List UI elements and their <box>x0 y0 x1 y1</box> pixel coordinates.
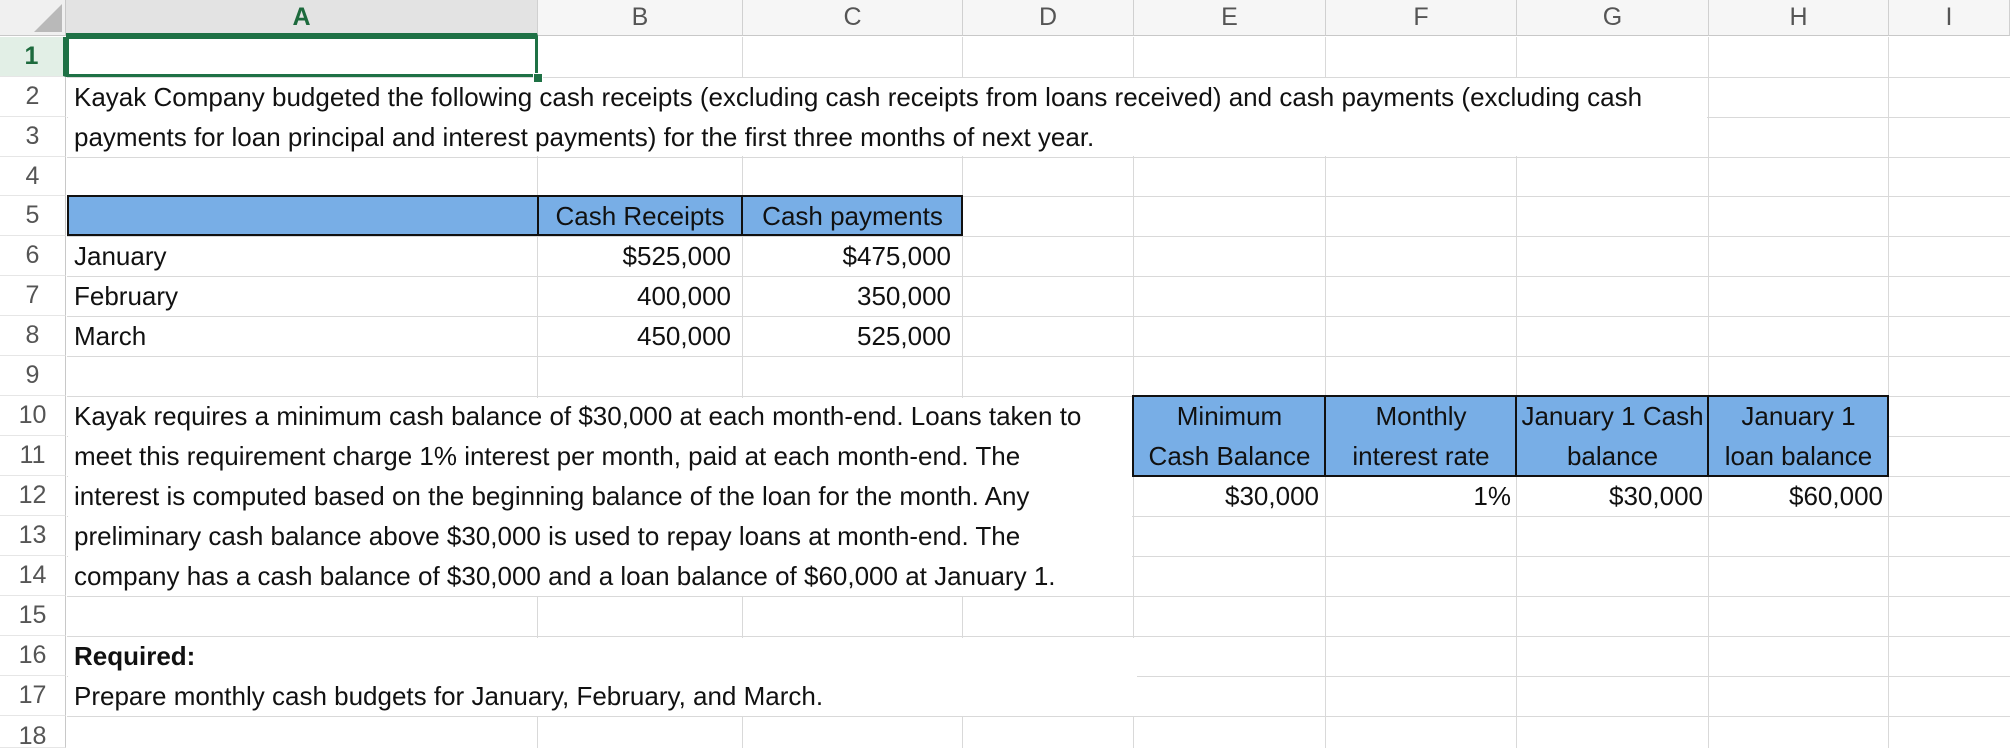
february-receipts[interactable]: 400,000 <box>637 281 731 311</box>
intro-line-1[interactable]: Kayak Company budgeted the following cash receipts (excluding cash receipts from loans received) and cash payments (excluding cash <box>74 82 1643 112</box>
minimum-cash-header-line2: Cash Balance <box>1148 441 1311 471</box>
row-header-5[interactable]: 5 <box>0 196 66 236</box>
row-header-18[interactable]: 18 <box>0 716 66 748</box>
interest-rate-header-line2: interest rate <box>1352 441 1490 471</box>
row-header-14[interactable]: 14 <box>0 556 66 596</box>
gridline <box>67 316 2010 317</box>
column-header-h[interactable]: H <box>1709 0 1889 36</box>
gridline <box>67 276 2010 277</box>
active-cell-a1[interactable] <box>66 36 538 77</box>
row-header-6[interactable]: 6 <box>0 236 66 276</box>
gridline <box>67 596 2010 597</box>
required-label[interactable]: Required: <box>74 641 196 671</box>
row-header-15[interactable]: 15 <box>0 596 66 636</box>
jan-cash-header-line2: balance <box>1566 441 1659 471</box>
row-header-2[interactable]: 2 <box>0 77 66 117</box>
january-payments[interactable]: $475,000 <box>842 241 951 271</box>
intro-line-2[interactable]: payments for loan principal and interest payments) for the first three months of next year. <box>74 122 1095 152</box>
month-march[interactable]: March <box>74 321 147 351</box>
select-all-corner[interactable] <box>0 0 66 36</box>
column-header-d[interactable]: D <box>963 0 1134 36</box>
interest-rate-header-line1[interactable]: Monthly <box>1375 401 1467 431</box>
minimum-cash-header-line1[interactable]: Minimum <box>1176 401 1283 431</box>
jan-loan-header-line2: loan balance <box>1724 441 1873 471</box>
column-header-b[interactable]: B <box>538 0 743 36</box>
column-header-e[interactable]: E <box>1134 0 1326 36</box>
row-header-9[interactable]: 9 <box>0 356 66 396</box>
jan-loan-header-line1[interactable]: January 1 <box>1741 401 1856 431</box>
jan-cash-value[interactable]: $30,000 <box>1609 481 1703 511</box>
row-header-12[interactable]: 12 <box>0 476 66 516</box>
column-header-f[interactable]: F <box>1326 0 1517 36</box>
row-header-11[interactable]: 11 <box>0 436 66 476</box>
gridline <box>67 356 2010 357</box>
row-header-17[interactable]: 17 <box>0 676 66 716</box>
row-header-3[interactable]: 3 <box>0 117 66 157</box>
cash-payments-header[interactable]: Cash payments <box>762 201 943 231</box>
select-all-triangle-icon <box>34 4 62 32</box>
row-header-16[interactable]: 16 <box>0 636 66 676</box>
month-february[interactable]: February <box>74 281 179 311</box>
row-header-1[interactable]: 1 <box>0 37 66 77</box>
row-header-10[interactable]: 10 <box>0 396 66 436</box>
gridline <box>1888 37 1889 748</box>
minimum-cash-value[interactable]: $30,000 <box>1225 481 1319 511</box>
row-header-4[interactable]: 4 <box>0 157 66 196</box>
gridline <box>67 157 2010 158</box>
interest-rate-value[interactable]: 1% <box>1473 481 1511 511</box>
column-header-i[interactable]: I <box>1889 0 2010 36</box>
gridline <box>1708 37 1709 748</box>
january-receipts[interactable]: $525,000 <box>622 241 731 271</box>
february-payments[interactable]: 350,000 <box>857 281 951 311</box>
row-header-8[interactable]: 8 <box>0 316 66 356</box>
gridline <box>67 716 2010 717</box>
row-header-7[interactable]: 7 <box>0 276 66 316</box>
requirements-line-5[interactable]: company has a cash balance of $30,000 and a loan balance of $60,000 at January 1. <box>74 561 1056 591</box>
march-payments[interactable]: 525,000 <box>857 321 951 351</box>
column-header-g[interactable]: G <box>1517 0 1709 36</box>
jan-loan-value[interactable]: $60,000 <box>1789 481 1883 511</box>
requirements-line-3[interactable]: interest is computed based on the beginning balance of the loan for the month. Any <box>74 481 1030 511</box>
jan-cash-header-line1[interactable]: January 1 Cash <box>1521 401 1704 431</box>
row-header-13[interactable]: 13 <box>0 516 66 556</box>
required-text[interactable]: Prepare monthly cash budgets for January, February, and March. <box>74 681 824 711</box>
cash-receipts-header[interactable]: Cash Receipts <box>555 201 725 231</box>
column-header-a[interactable]: A <box>66 0 538 36</box>
gridline <box>67 236 2010 237</box>
month-january[interactable]: January <box>74 241 167 271</box>
requirements-line-4[interactable]: preliminary cash balance above $30,000 is used to repay loans at month-end. The <box>74 521 1021 551</box>
requirements-line-2[interactable]: meet this requirement charge 1% interest per month, paid at each month-end. The <box>74 441 1021 471</box>
gridline <box>67 636 2010 637</box>
march-receipts[interactable]: 450,000 <box>637 321 731 351</box>
column-header-c[interactable]: C <box>743 0 963 36</box>
requirements-line-1[interactable]: Kayak requires a minimum cash balance of $30,000 at each month-end. Loans taken to <box>74 401 1082 431</box>
